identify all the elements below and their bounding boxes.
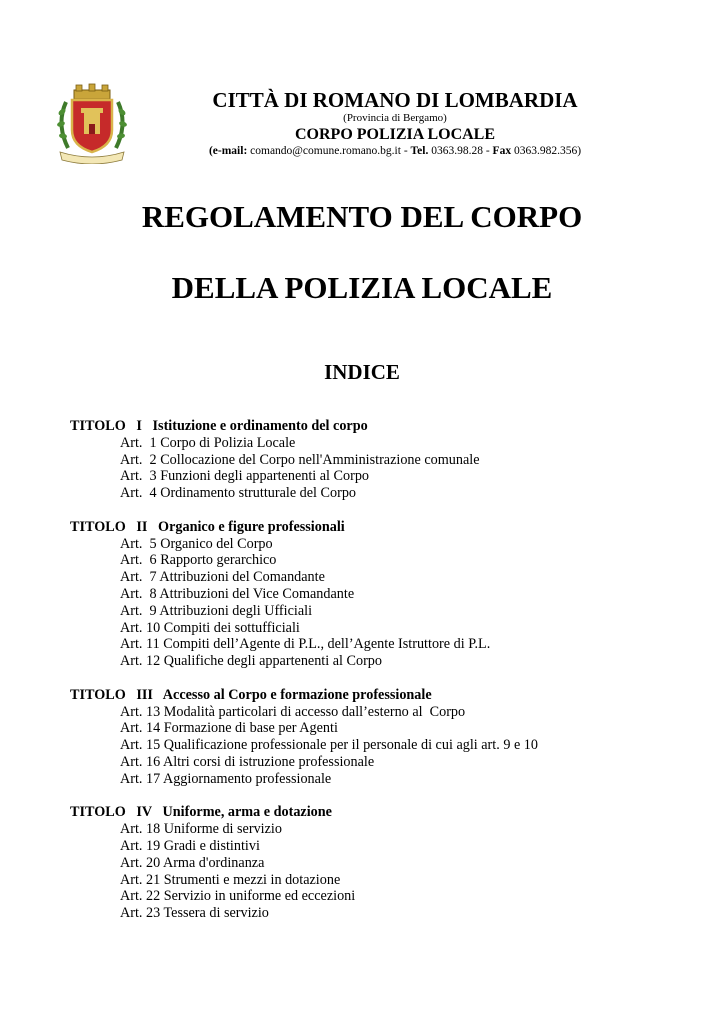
contact-open: (	[208, 145, 213, 157]
header-contact	[180, 146, 610, 158]
toc-article: Art. 10 Compiti dei sottufficiali	[120, 619, 300, 636]
toc-article: Art. 20 Arma d'ordinanza	[120, 854, 265, 871]
toc-article: Art. 19 Gradi e distintivi	[120, 837, 260, 854]
toc-article: Art. 22 Servizio in uniforme ed eccezioni	[120, 888, 356, 905]
header-province: (Provincia di Bergamo)	[343, 112, 447, 124]
fax-value: 0363.982.356)	[511, 145, 582, 157]
document-title-line1: REGOLAMENTO DEL CORPO	[141, 199, 583, 234]
toc-article: Art. 7 Attribuzioni del Comandante	[120, 569, 325, 586]
header-city: CITTÀ DI ROMANO DI LOMBARDIA	[212, 88, 578, 112]
tel-value: 0363.98.28 -	[428, 145, 493, 157]
section-title: TITOLO II Organico e figure professionali	[70, 518, 345, 535]
section-title: TITOLO IV Uniforme, arma e dotazione	[70, 804, 332, 821]
toc-article: Art. 18 Uniforme di servizio	[120, 821, 282, 838]
toc-article: Art. 12 Qualifiche degli appartenenti al Corpo	[120, 653, 382, 670]
toc-article: Art. 13 Modalità particolari di accesso dall’esterno al Corpo	[120, 703, 466, 720]
email-value: comando@comune.romano.bg.it -	[247, 145, 411, 157]
toc-article: Art. 4 Ordinamento strutturale del Corpo	[120, 485, 357, 502]
toc-article: Art. 6 Rapporto gerarchico	[120, 552, 277, 569]
city-crest-icon	[54, 82, 130, 164]
toc-section-3	[70, 687, 690, 788]
document-title-line2: DELLA POLIZIA LOCALE	[171, 270, 553, 305]
email-label: e-mail:	[212, 145, 248, 157]
toc-article: Art. 14 Formazione di base per Agenti	[120, 720, 338, 737]
toc-article: Art. 3 Funzioni degli appartenenti al Corpo	[120, 468, 370, 485]
fax-label: Fax	[492, 145, 512, 157]
toc-article: Art. 11 Compiti dell’Agente di P.L., dell’Agente Istruttore di P.L.	[120, 636, 491, 653]
toc-article: Art. 21 Strumenti e mezzi in dotazione	[120, 871, 341, 888]
table-of-contents	[70, 418, 690, 939]
toc-section-4	[70, 804, 690, 922]
toc-article: Art. 16 Altri corsi di istruzione professionale	[120, 753, 375, 770]
toc-article: Art. 17 Aggiornamento professionale	[120, 770, 332, 787]
section-title: TITOLO I Istituzione e ordinamento del corpo	[70, 418, 368, 434]
toc-article: Art. 15 Qualificazione professionale per il personale di cui agli art. 9 e 10	[120, 737, 538, 754]
toc-article: Art. 23 Tessera di servizio	[120, 905, 269, 922]
tel-label: Tel.	[410, 145, 429, 157]
toc-section-1	[70, 418, 690, 502]
toc-article: Art. 1 Corpo di Polizia Locale	[120, 434, 296, 451]
toc-section-2	[70, 519, 690, 670]
header-corps: CORPO POLIZIA LOCALE	[294, 126, 496, 143]
section-title: TITOLO III Accesso al Corpo e formazione professionale	[70, 686, 432, 703]
toc-article: Art. 8 Attribuzioni del Vice Comandante	[120, 585, 355, 602]
toc-article: Art. 5 Organico del Corpo	[120, 535, 273, 552]
index-heading: INDICE	[324, 360, 400, 384]
toc-article: Art. 9 Attribuzioni degli Ufficiali	[120, 602, 313, 619]
toc-article: Art. 2 Collocazione del Corpo nell'Amministrazione comunale	[120, 451, 480, 468]
